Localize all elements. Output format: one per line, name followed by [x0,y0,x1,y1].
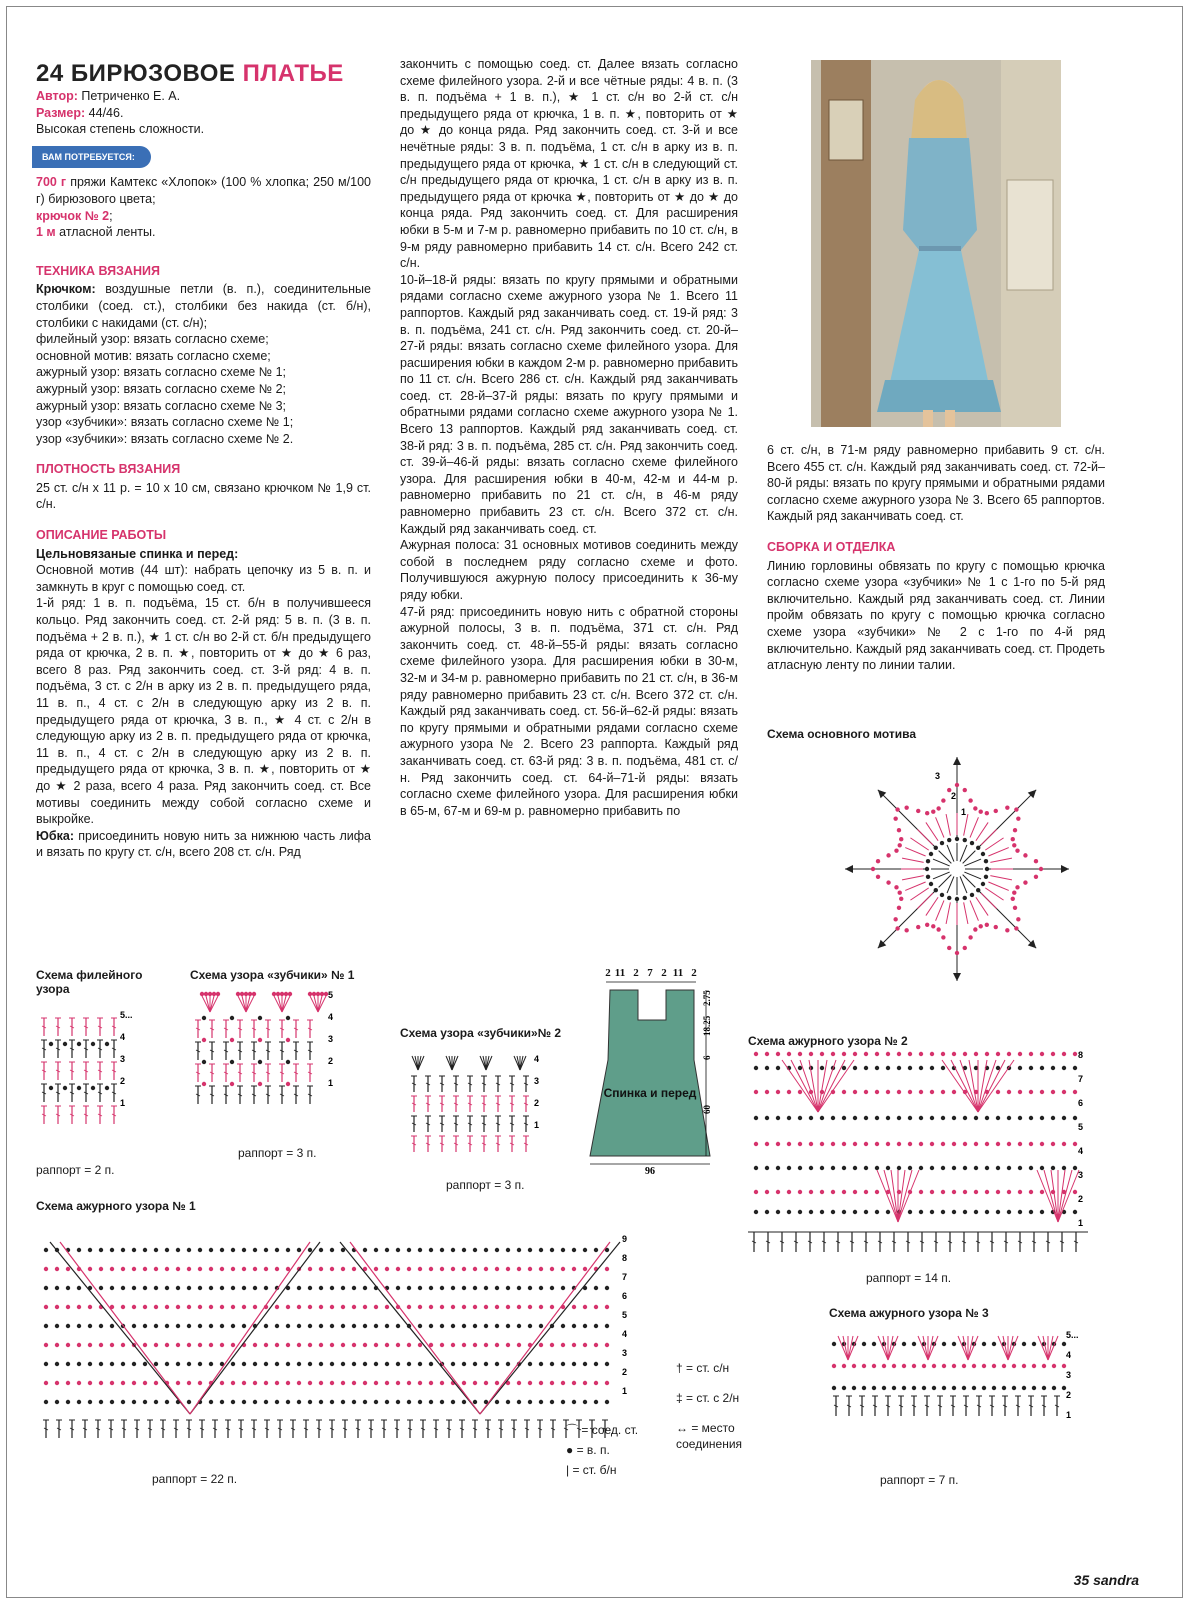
row-number: 6 [622,1291,628,1301]
technique-item: основной мотив: вязать согласно схеме; [36,348,271,363]
motif-row-label: 1 [961,807,967,817]
legend-join-point: ↔ = место соединения [676,1421,743,1451]
pattern-top-dim: 2 [691,967,697,979]
row-number: 4 [120,1032,126,1042]
legend-double-crochet: † = ст. с/н [676,1361,730,1375]
col3-p1: 6 ст. с/н, в 71-м ряду равномерно прибавить 9 ст. с/н. Всего 455 ст. с/н. Каждый ряд заканчивать соед. ст. 72-й–80-й ряды: вязать по кругу прямыми и обратными рядами согласно схеме ажурного узора № 3. Всего 65 раппортов. Каждый ряд заканчивать соед. ст. [767,443,1105,524]
materials-ribbon: 1 м атласной ленты. [36,225,156,240]
lace2-title: Схема ажурного узора № 2 [748,1034,908,1048]
motif-diagram [842,754,1072,984]
gauge-heading: ПЛОТНОСТЬ ВЯЗАНИЯ [36,462,181,477]
dress-photo [811,60,1061,427]
legend-single-crochet: | = ст. б/н [566,1463,617,1477]
row-number: 2 [534,1098,540,1108]
legend-right [676,1360,786,1452]
assembly-heading: СБОРКА И ОТДЕЛКА [767,539,896,554]
row-number: 2 [1078,1194,1084,1204]
column-2 [400,56,738,819]
col3-p2: Линию горловины обвязать по кругу с помощью крючка согласно схеме узора «зубчики» № 1 с 1-го по 5-й ряд включительно. Каждый ряд заканчивать соед. ст. Линии пройм обвязать по кругу с помощью крючка согласно схеме узора «зубчики» № 2 с 1-го по 4-й ряд включительно. Каждый ряд заканчивать соед. ст. Продеть атласную ленту по линии талии. [767,558,1105,673]
pattern-diagram [586,964,746,1177]
filet-title: Схема филейного узора [36,968,143,996]
description-p1: Основной мотив (44 шт): набрать цепочку из 5 в. п. и замкнуть в круг с помощью соед. ст. [36,563,371,594]
technique-lead: Крючком: воздушные петли (в. п.), соединительные столбики (соед. ст.), столбики без накида (ст. б/н), столбики с накидами (ст. с/н); [36,282,371,330]
row-number: 3 [534,1076,540,1086]
row-number: 3 [328,1034,334,1044]
teeth2-rapport: раппорт = 3 п. [446,1178,525,1192]
technique-heading: ТЕХНИКА ВЯЗАНИЯ [36,263,161,278]
row-number: 3 [1078,1170,1084,1180]
row-number: 5 [622,1310,628,1320]
col2-p3: Ажурная полоса: 31 основных мотивов соединить между собой в последнем ряду согласно схеме и фото. Получившуюся ажурную полосу присоединить к 36-му ряду юбки. [400,538,738,602]
pattern-top-dim: 2 [661,967,667,979]
legend-treble-crochet: ‡ = ст. с 2/н [676,1391,740,1405]
row-number: 2 [328,1056,334,1066]
technique-item: ажурный узор: вязать согласно схеме № 1; [36,365,287,380]
row-number: 9 [622,1234,628,1244]
pattern-bottom-dim: 96 [645,1166,655,1177]
description-heading: ОПИСАНИЕ РАБОТЫ [36,528,167,543]
page-footer: 35 sandra [1073,1572,1139,1588]
motif-chart [845,757,1069,981]
pattern-label: Спинка и перед [603,1086,697,1100]
row-number: 1 [622,1386,628,1396]
row-number: 1 [1066,1410,1072,1420]
teeth1-rapport: раппорт = 3 п. [238,1146,317,1160]
legend-slip-stitch: ⌒ = соед. ст. [566,1423,639,1437]
pattern-top-dim: 7 [647,967,653,979]
row-number: 5 [1078,1122,1084,1132]
teeth1-diagram [190,990,340,1110]
pattern-side-dim: 6 [702,1055,712,1060]
row-number: 2 [1066,1390,1072,1400]
row-number: 4 [328,1012,334,1022]
technique-item: филейный узор: вязать согласно схеме; [36,332,269,347]
lace1-title: Схема ажурного узора № 1 [36,1199,196,1213]
row-number: 6 [1078,1098,1084,1108]
col2-p1: закончить с помощью соед. ст. Далее вязать согласно схеме филейного узора. 2-й и все чётные ряды: 4 в. п. (3 в. п. подъёма + 1 в. п.), ★ 1 ст. с/н во 2-й ст. с/н предыдущего ряда от крючка, 1 в. п. ★, повторить от ★ до ★ до конца ряда. Ряд закончить соед. ст. 3-й и все нечётные ряды: 3 в. п. подъёма, 1 ст. с/н в арку из в. п. предыдущего ряда от крючка, ★ 1 ст. с/н в следующий ст. с/н предыдущего ряда от крючка, 1 ст. с/н в арку из в. п. предыдущего ряда от крючка ★, повторить от ★ до ★ до конца ряда. Ряд закончить соед. ст. Для расширения юбки в 5-м и 7-м р. равномерно прибавить по 10 ст. с/н, в 9-м ряду равномерно прибавить 14 ст. с/н. Всего 242 ст. с/н. [400,57,738,271]
difficulty: Высокая степень сложности. [36,122,205,137]
row-number: 4 [1078,1146,1084,1156]
dress-illustration [811,60,1061,427]
pattern-top-dims [605,967,697,979]
row-number: 5... [1066,1330,1079,1340]
description-p3: Юбка: присоединить новую нить за нижнюю часть лифа и вязать по кругу ст. с/н, всего 208 ст. с/н. Ряд [36,828,371,860]
pattern-side-dim: 60 [702,1105,712,1114]
row-number: 8 [1078,1050,1084,1060]
legend-chain: ● = в. п. [566,1443,610,1457]
motif-row-label: 2 [951,791,957,801]
row-number: 2 [120,1076,126,1086]
column-1 [36,60,371,861]
column-3 [767,442,1105,674]
size-line: Размер: 44/46. [36,105,124,120]
lace1-rapport: раппорт = 22 п. [152,1472,238,1486]
filet-rapport: раппорт = 2 п. [36,1163,115,1177]
teeth2-diagram [408,1052,558,1162]
row-number: 1 [120,1098,126,1108]
lace1-diagram [40,1232,650,1462]
legend-left [566,1420,656,1480]
technique-item: узор «зубчики»: вязать согласно схеме № 2. [36,431,294,446]
row-number: 1 [328,1078,334,1088]
technique-item: ажурный узор: вязать согласно схеме № 2; [36,381,287,396]
pattern-top-dim: 11 [614,967,626,979]
pattern-top-dim: 2 [633,967,639,979]
technique-list [36,331,371,447]
pattern-side-dim: 2.75 [702,990,712,1006]
teeth2-title: Схема узора «зубчики»№ 2 [400,1026,562,1040]
lace3-rapport: раппорт = 7 п. [880,1473,959,1487]
materials-hook: крючок № 2; [36,208,113,223]
pattern-side-dim: 18.25 [702,1015,712,1036]
materials-yarn: 700 г пряжи Камтекс «Хлопок» (100 % хлопка; 250 м/100 г) бирюзового цвета; [36,175,371,206]
row-number: 3 [1066,1370,1072,1380]
col2-p2: 10-й–18-й ряды: вязать по кругу прямыми и обратными рядами согласно схеме ажурного узора № 1. Всего 11 раппортов. Каждый ряд заканчивать соед. ст. 19-й ряд: 3 в. п. подъёма, 241 ст. с/н. Ряд закончить соед. ст. 20-й–27-й ряды: вязать согласно схеме филейного узора. Для расширения юбки в каждом 2-м р. равномерно прибавить по 11 ст. с/н. Всего 286 ст. с/н. Каждый ряд заканчивать соед. ст. 28-й–37-й ряды: вязать по кругу прямыми и обратными рядами согласно схеме ажурного узора № 1. Всего 13 раппортов. Каждый ряд заканчивать соед. ст. 38-й ряд: 3 в. п. подъёма, 285 ст. с/н. Ряд закончить соед. ст. 39-й–46-й ряды: вязать согласно схеме филейного узора. Для расширения юбки в 40-м, 42-м и 44-м р. равномерно прибавить по 21 ст. с/н, в 46-м ряду равномерно прибавить 23 ст. с/н. Всего 372 ст. с/н. Каждый ряд заканчивать соед. ст. [400,272,738,536]
technique-item: ажурный узор: вязать согласно схеме № 3; [36,398,287,413]
motif-title: Схема основного мотива [767,727,917,741]
lace2-diagram [748,1052,1098,1267]
description-subheading: Цельновязаные спинка и перед: [36,546,239,561]
lace3-diagram [830,1330,1090,1450]
row-number: 1 [534,1120,540,1130]
gauge-text: 25 ст. с/н х 11 р. = 10 х 10 см, связано крючком № 1,9 ст. с/н. [36,480,371,512]
lace3-title: Схема ажурного узора № 3 [829,1306,989,1320]
page-title: 24 БИРЮЗОВОЕ ПЛАТЬЕ [36,60,344,87]
description-p2: 1-й ряд: 1 в. п. подъёма, 15 ст. б/н в получившееся кольцо. Ряд закончить соед. ст. 2-й ряд: 5 в. п. (3 в. п. подъёма + 2 в. п.), ★ 1 ст. с/н во 2-й ст. б/н предыдущего ряда от крючка, 2 в. п. ★, повторить от ★ до ★ 6 раз, всего 8 раз. Ряд закончить соед. ст. 3-й ряд: 4 в. п. подъёма, 3 ст. с 2/н в арку из 2 в. п. предыдущего ряда, 11 в. п., 4 ст. с 2/н в следующую арку из 2 в. п. предыдущего ряда от крючка, 3 в. п., ★ 4 ст. с 2/н в следующую арку из 2 в. п. предыдущего ряда от крючка, 11 в. п., 4 ст. с 2/н в следующую арку из 2 в. п. предыдущего ряда от крючка, 3 в. п. ★, повторить от ★ до ★ 2 раза, всего 4 раза. Ряд закончить соед. ст. Все мотивы соединить между собой согласно схеме и выкройке. [36,596,371,827]
row-number: 4 [1066,1350,1072,1360]
row-number: 7 [1078,1074,1084,1084]
pattern-top-dim: 2 [605,967,611,979]
row-number: 8 [622,1253,628,1263]
row-number: 5... [120,1010,133,1020]
author-line: Автор: Петриченко Е. А. [36,89,181,103]
lace2-rapport: раппорт = 14 п. [866,1271,952,1285]
row-number: 2 [622,1367,628,1377]
row-number: 3 [622,1348,628,1358]
pattern-top-dim: 11 [672,967,684,979]
row-number: 4 [534,1054,540,1064]
row-number: 7 [622,1272,628,1282]
row-number: 4 [622,1329,628,1339]
teeth1-title: Схема узора «зубчики» № 1 [190,968,355,982]
row-number: 5 [328,990,334,1000]
row-number: 1 [1078,1218,1084,1228]
col2-p4: 47-й ряд: присоединить новую нить с обратной стороны ажурной полосы, 3 в. п. подъёма, 371 ст. с/н. Ряд закончить соед. ст. 48-й–55-й ряды: вязать согласно схеме филейного узора. Для расширения юбки в 30-м, 32-м и 34-м р. равномерно прибавить по 21 ст. с/н, в 36-м ряду равномерно прибавить 23 ст. с/н. Всего 372 ст. с/н. Каждый ряд заканчивать соед. ст. 56-й–62-й ряды: вязать по кругу прямыми и обратными рядами согласно схеме ажурного узора № 2. Всего 23 раппорта. Каждый ряд заканчивать соед. ст. 63-й ряд: 3 в. п. подъёма, 481 ст. с/н. Ряд закончить соед. ст. 64-й–71-й ряды: вязать согласно схеме филейного узора. Для расширения юбки в 65-м, 67-м и 69-м р. равномерно прибавить по [400,604,738,818]
materials-badge: ВАМ ПОТРЕБУЕТСЯ: [32,146,151,169]
row-number: 3 [120,1054,126,1064]
technique-item: узор «зубчики»: вязать согласно схеме № 1; [36,415,294,430]
filet-diagram [38,1010,138,1130]
motif-row-label: 3 [935,771,941,781]
